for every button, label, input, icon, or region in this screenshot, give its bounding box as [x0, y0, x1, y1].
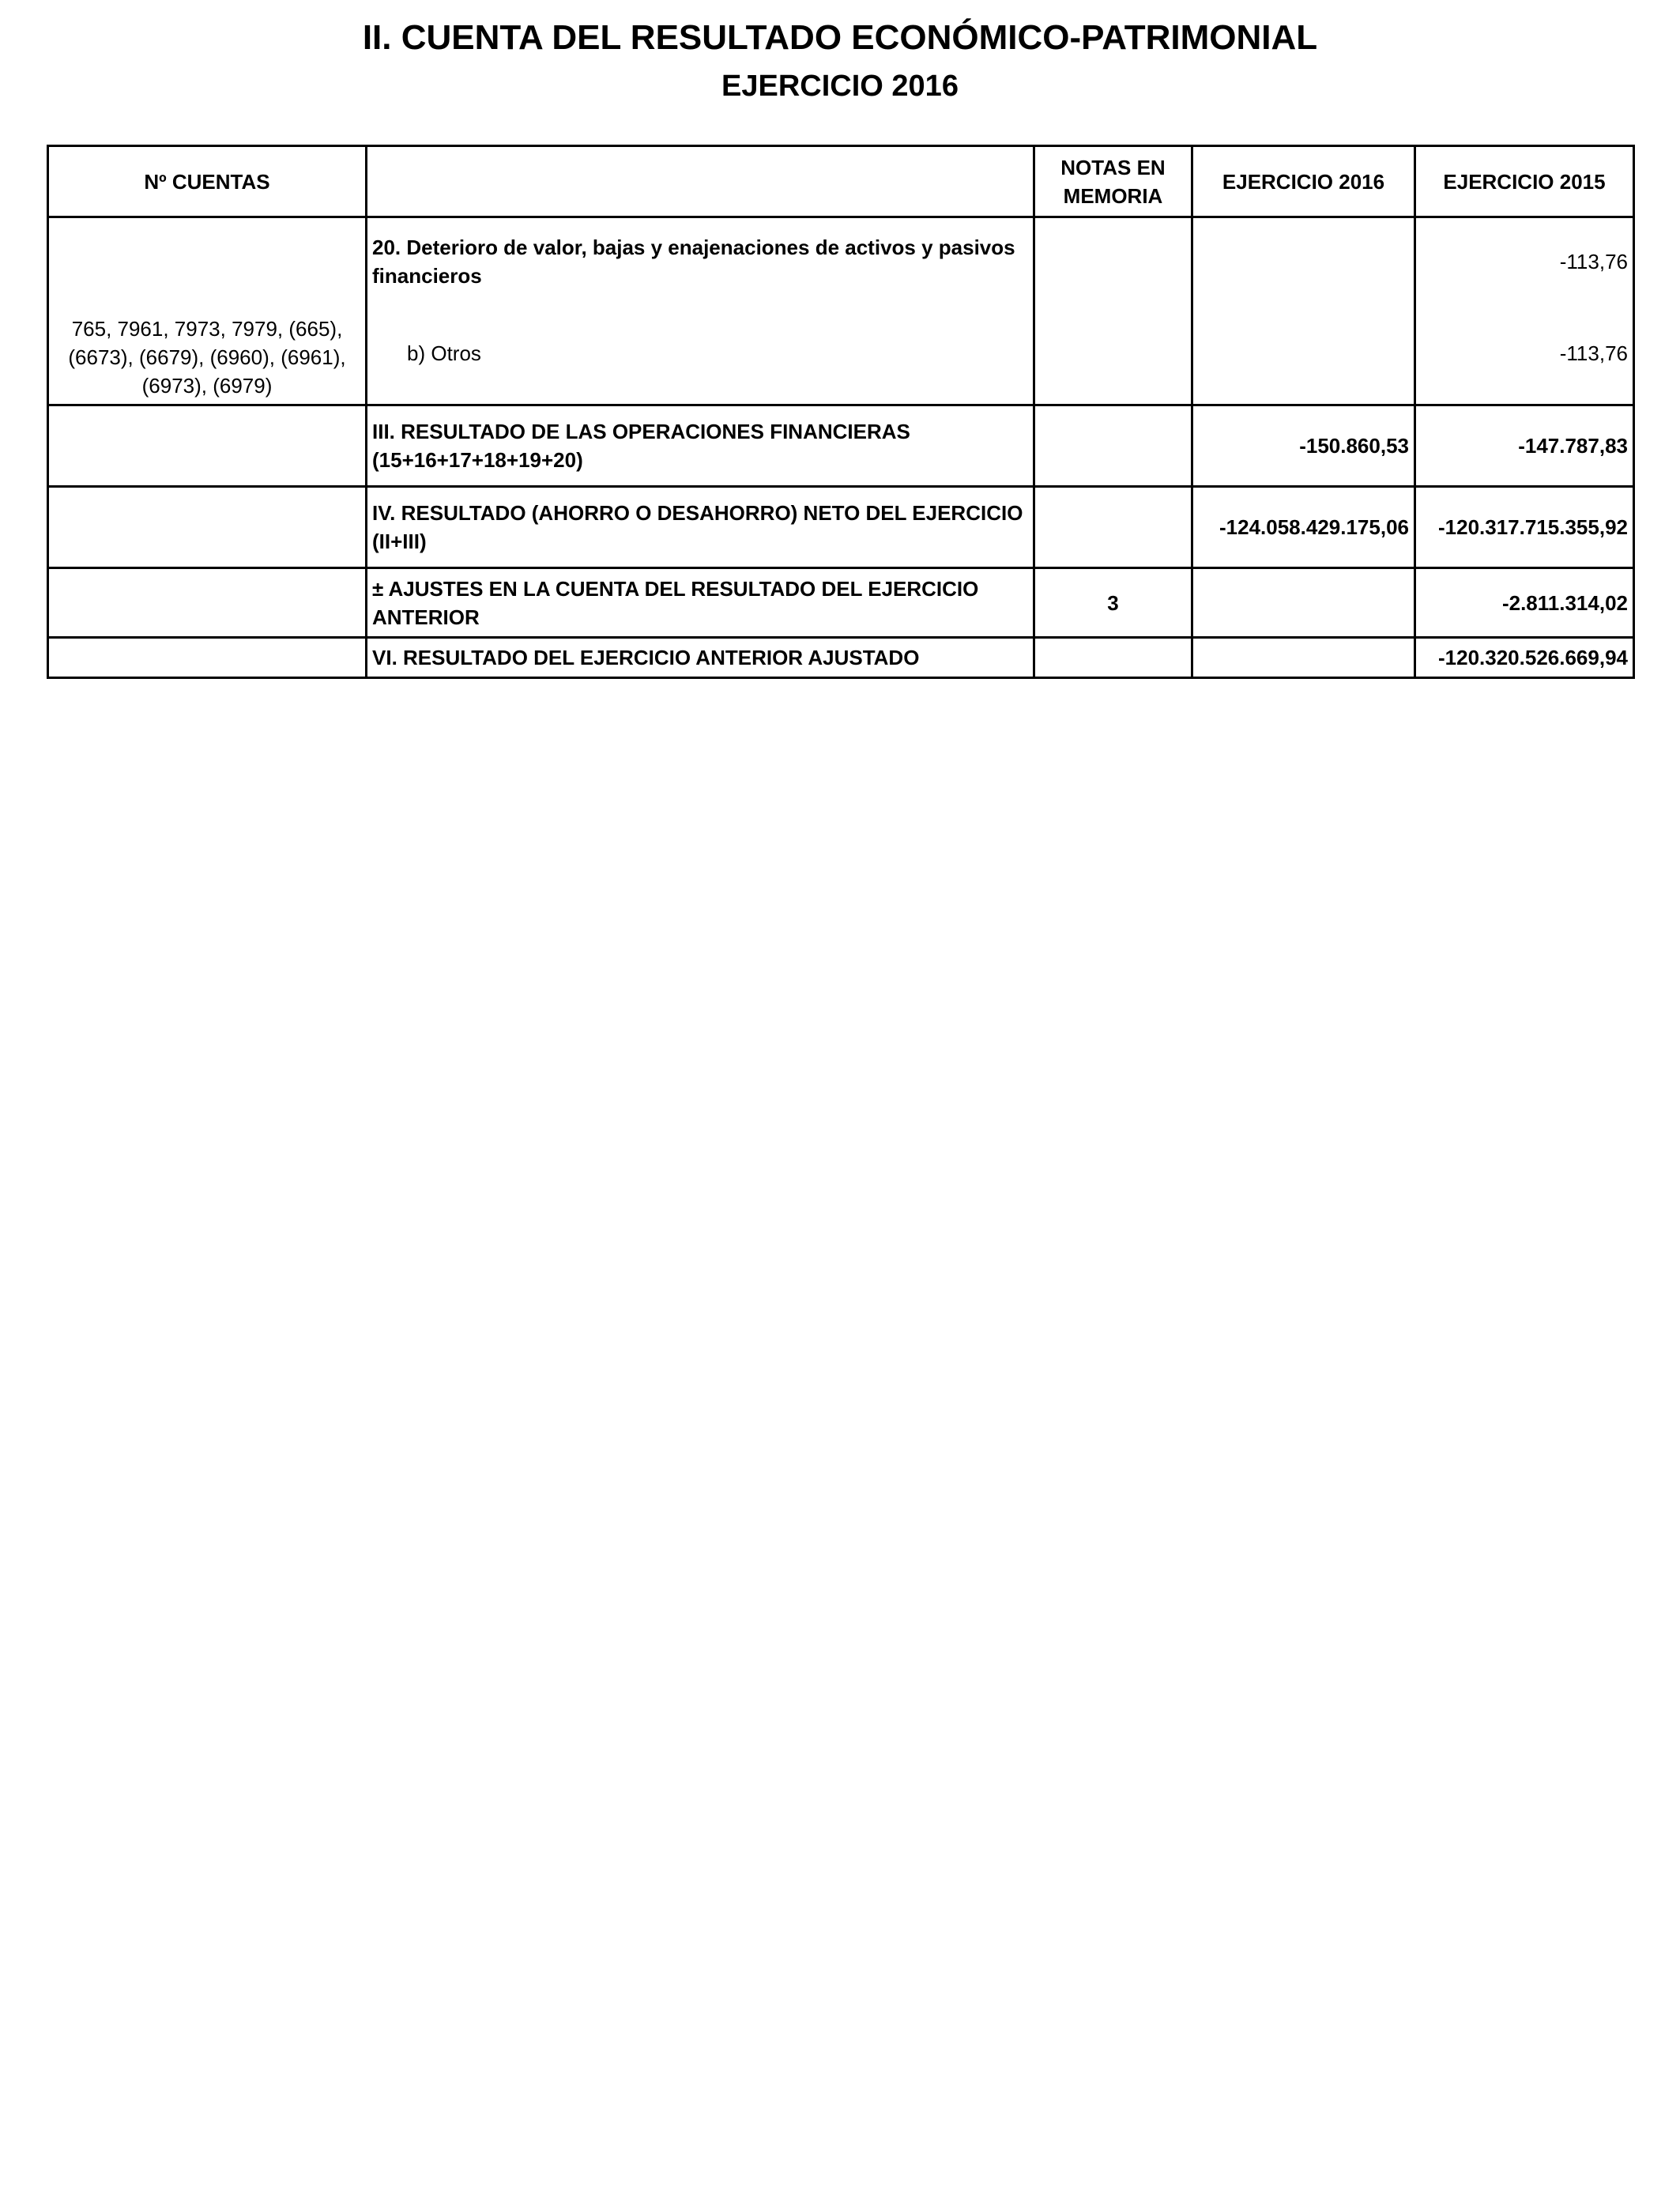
descripcion-cell — [367, 217, 1034, 405]
row-heading-2015: -113,76 — [1559, 250, 1628, 273]
cuentas-cell — [48, 405, 367, 487]
row-sub-label: b) Otros — [407, 341, 481, 365]
table-row — [48, 405, 1634, 487]
ejercicio-2015-cell — [1415, 217, 1634, 405]
row-heading: 20. Deterioro de valor, bajas y enajenaciones de activos y pasivos financieros — [372, 236, 1015, 288]
descripcion-cell: ± AJUSTES EN LA CUENTA DEL RESULTADO DEL EJERCICIO ANTERIOR — [367, 568, 1034, 638]
table-row — [48, 568, 1634, 638]
cuentas-cell — [48, 638, 367, 678]
cuentas-cell — [48, 217, 367, 405]
header-cuentas: Nº CUENTAS — [48, 146, 367, 217]
table-row — [48, 638, 1634, 678]
page-subtitle: EJERCICIO 2016 — [721, 70, 959, 103]
notas-cell — [1034, 217, 1192, 405]
header-descripcion — [367, 146, 1034, 217]
ejercicio-2015-cell: -147.787,83 — [1415, 405, 1634, 487]
descripcion-cell: VI. RESULTADO DEL EJERCICIO ANTERIOR AJUSTADO — [367, 638, 1034, 678]
result-table — [47, 145, 1635, 679]
ejercicio-2015-cell: -120.320.526.669,94 — [1415, 638, 1634, 678]
header-notas: NOTAS EN MEMORIA — [1034, 146, 1192, 217]
ejercicio-2016-cell — [1192, 568, 1415, 638]
cuentas-cell — [48, 568, 367, 638]
notas-cell — [1034, 487, 1192, 568]
header-ejercicio-2015: EJERCICIO 2015 — [1415, 146, 1634, 217]
ejercicio-2016-cell: -150.860,53 — [1192, 405, 1415, 487]
page-title: II. CUENTA DEL RESULTADO ECONÓMICO-PATRIMONIAL — [362, 18, 1318, 57]
notas-cell — [1034, 638, 1192, 678]
notas-cell — [1034, 405, 1192, 487]
descripcion-cell: III. RESULTADO DE LAS OPERACIONES FINANCIERAS (15+16+17+18+19+20) — [367, 405, 1034, 487]
ejercicio-2016-cell — [1192, 638, 1415, 678]
notas-cell: 3 — [1034, 568, 1192, 638]
table-header-row — [48, 146, 1634, 217]
descripcion-cell: IV. RESULTADO (AHORRO O DESAHORRO) NETO DEL EJERCICIO (II+III) — [367, 487, 1034, 568]
table-row — [48, 217, 1634, 405]
table-row — [48, 487, 1634, 568]
cuentas-list: 765, 7961, 7973, 7979, (665), (6673), (6679), (6960), (6961), (6973), (6979) — [68, 316, 346, 398]
cuentas-cell — [48, 487, 367, 568]
ejercicio-2016-cell: -124.058.429.175,06 — [1192, 487, 1415, 568]
ejercicio-2016-cell — [1192, 217, 1415, 405]
ejercicio-2015-cell: -2.811.314,02 — [1415, 568, 1634, 638]
ejercicio-2015-cell: -120.317.715.355,92 — [1415, 487, 1634, 568]
row-sub-2015: -113,76 — [1559, 341, 1628, 365]
header-ejercicio-2016: EJERCICIO 2016 — [1192, 146, 1415, 217]
